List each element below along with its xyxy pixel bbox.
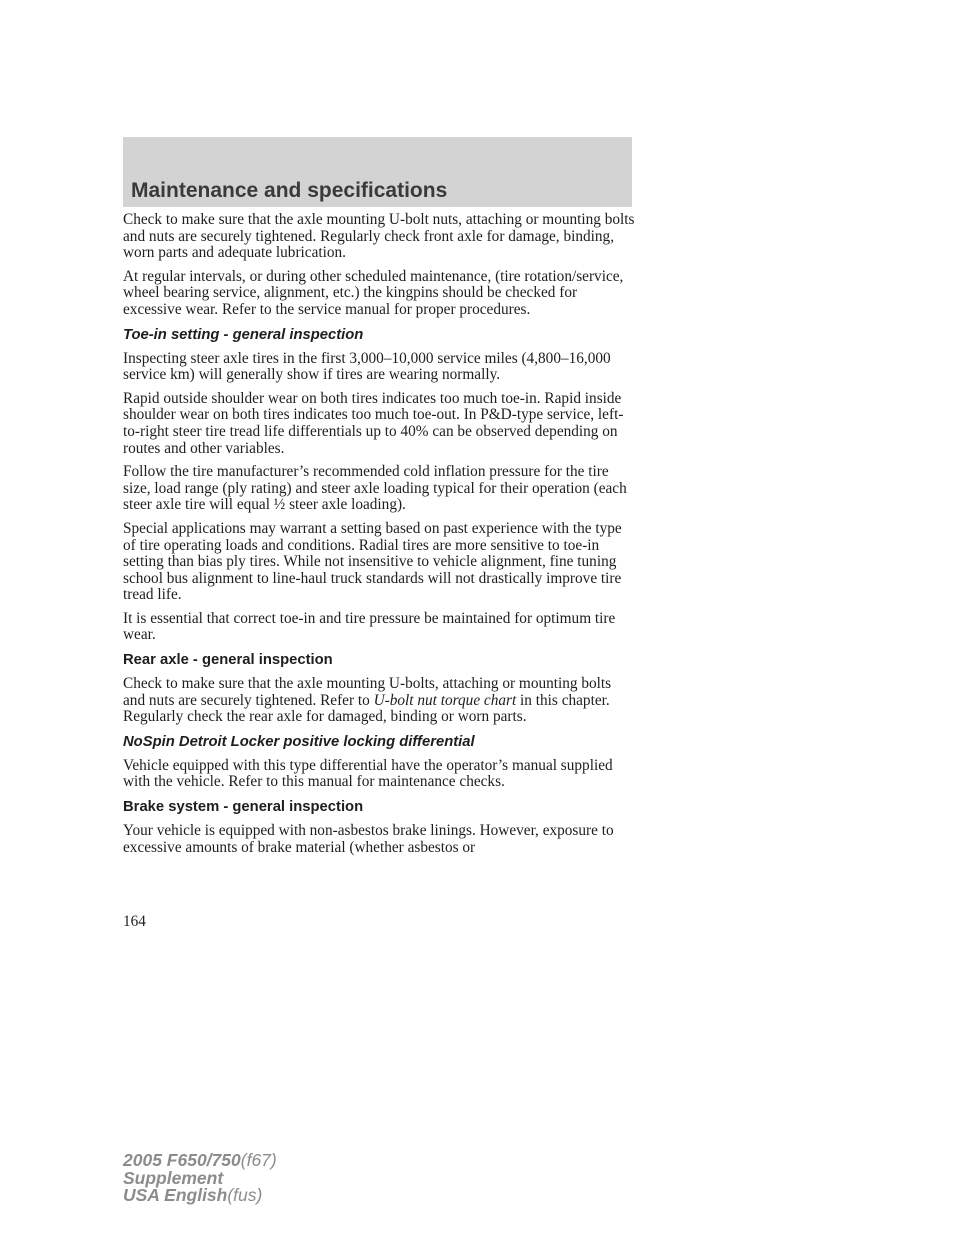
paragraph-nospin: Vehicle equipped with this type differential have the operator’s manual supplied with the vehicle. Refer to this manual for maintenance checks. bbox=[123, 756, 613, 791]
heading-brake-system: Brake system - general inspection bbox=[123, 799, 364, 816]
footer-supplement: Supplement bbox=[123, 1167, 224, 1188]
paragraph-inflation-pressure: Follow the tire manufacturer’s recommended cold inflation pressure for the tire size, load range (ply rating) and steer axle loading typical for their operation (each steer axle tire will equal ½ steer axle loading). bbox=[123, 463, 627, 514]
heading-toe-in-setting: Toe-in setting - general inspection bbox=[123, 326, 364, 343]
paragraph-kingpins: At regular intervals, or during other scheduled maintenance, (tire rotation/service, wheel bearing service, alignment, etc.) the kingpins should be checked for excessive wear. Refer to the service manual for proper procedures. bbox=[123, 267, 624, 318]
paragraph-shoulder-wear: Rapid outside shoulder wear on both tires indicates too much toe-in. Rapid inside shoulder wear on both tires indicates too much toe-out. In P&D-type service, left-to-right steer tire tread life differentials up to 40% can be observed depending on routes and other variables. bbox=[123, 389, 624, 457]
paragraph-rear-axle-text-end: in this chapter. Regularly check the rear axle for damaged, binding or worn parts. bbox=[123, 691, 610, 726]
footer-line-model bbox=[123, 1152, 277, 1170]
paragraph-steer-axle-tires: Inspecting steer axle tires in the first 3,000–10,000 service miles (4,800–16,000 service km) will generally show if tires are wearing normally. bbox=[123, 349, 611, 384]
heading-nospin-differential: NoSpin Detroit Locker positive locking differential bbox=[123, 733, 475, 750]
page-content bbox=[123, 212, 635, 863]
paragraph-brake-linings: Your vehicle is equipped with non-asbestos brake linings. However, exposure to excessive amounts of brake material (whether asbestos or bbox=[123, 822, 614, 856]
paragraph-toe-in-essential: It is essential that correct toe-in and tire pressure be maintained for optimum tire wear. bbox=[123, 609, 616, 644]
paragraph-rear-axle-text-start: Check to make sure that the axle mounting U-bolts, attaching or mounting bolts and nuts are securely tightened. Refer to bbox=[123, 675, 612, 709]
footer-language-code: (fus) bbox=[227, 1185, 263, 1205]
footer-model-code: (f67) bbox=[240, 1150, 277, 1170]
footer-model: 2005 F650/750 bbox=[123, 1150, 241, 1170]
paragraph-front-axle-check: Check to make sure that the axle mounting U-bolt nuts, attaching or mounting bolts and nuts are securely tightened. Regularly check front axle for damage, binding, worn parts and adequate lubrication. bbox=[123, 211, 635, 262]
paragraph-special-applications: Special applications may warrant a setting based on past experience with the type of tire operating loads and conditions. Radial tires are more sensitive to toe-in setting than bias ply tires. While not insensitive to vehicle alignment, fine tuning school bus alignment to line-haul truck standards will not drastically improve tire tread life. bbox=[123, 519, 622, 604]
footer-line-language bbox=[123, 1187, 277, 1205]
footer-language: USA English bbox=[123, 1185, 228, 1205]
heading-rear-axle: Rear axle - general inspection bbox=[123, 652, 333, 669]
paragraph-rear-axle-check bbox=[123, 676, 635, 726]
page-number: 164 bbox=[123, 913, 146, 930]
section-title: Maintenance and specifications bbox=[131, 179, 448, 202]
document-footer bbox=[123, 1152, 277, 1205]
u-bolt-torque-chart-reference: U-bolt nut torque chart bbox=[373, 691, 517, 709]
